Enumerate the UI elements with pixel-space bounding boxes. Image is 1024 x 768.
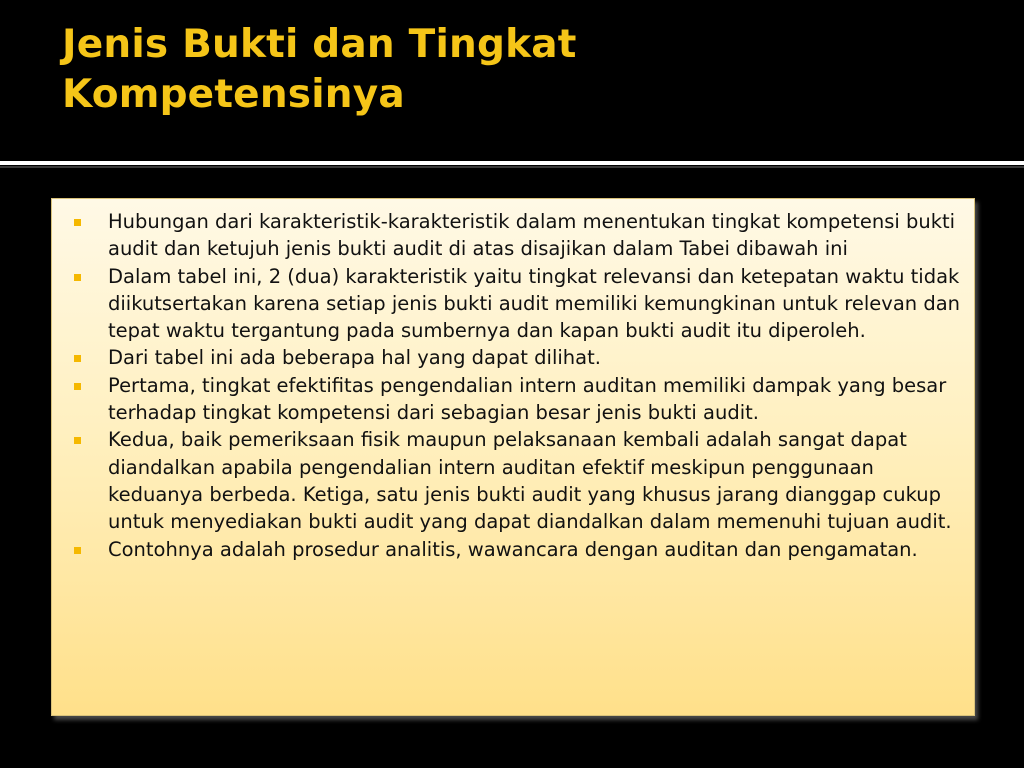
bullet-item-1	[74, 208, 966, 263]
bullet-square-icon	[74, 383, 81, 390]
bullet-text-4: Pertama, tingkat efektifitas pengendalian intern auditan memiliki dampak yang besar terhadap tingkat kompetensi dari sebagian besar jenis bukti audit.	[108, 373, 947, 425]
bullet-item-3	[74, 344, 966, 371]
bullet-item-2	[74, 263, 966, 345]
bullet-text-6: Contohnya adalah prosedur analitis, wawancara dengan auditan dan pengamatan.	[108, 537, 918, 561]
bullet-text-2: Dalam tabel ini, 2 (dua) karakteristik yaitu tingkat relevansi dan ketepatan waktu tidak diikutsertakan karena setiap jenis bukti audit memiliki kemungkinan untuk relevan dan tepat waktu tergantung pada sumbernya dan kapan bukti audit itu diperoleh.	[108, 264, 961, 343]
bullet-text-1: Hubungan dari karakteristik-karakteristik dalam menentukan tingkat kompetensi bukti audit dan ketujuh jenis bukti audit di atas disajikan dalam Tabei dibawah ini	[108, 210, 956, 261]
bullet-square-icon	[74, 355, 81, 362]
slide-title	[62, 20, 982, 120]
bullet-square-icon	[74, 437, 81, 444]
bullet-item-4	[74, 372, 966, 427]
bullet-item-6	[74, 536, 966, 563]
slide-title-line-2: Kompetensinya	[62, 72, 405, 117]
bullet-square-icon	[74, 547, 81, 554]
bullet-square-icon	[74, 219, 81, 226]
title-band	[0, 0, 1024, 160]
title-divider-shadow	[0, 166, 1024, 168]
title-divider	[0, 161, 1024, 165]
slide-title-line-1: Jenis Bukti dan Tingkat	[62, 22, 577, 67]
bullet-text-5: Kedua, baik pemeriksaan fisik maupun pelaksanaan kembali adalah sangat dapat diandalkan apabila pengendalian intern auditan efektif meskipun penggunaan keduanya berbeda. Ketiga, satu jenis bukti audit yang khusus jarang dianggap cukup untuk menyediakan bukti audit yang dapat diandalkan dalam memenuhi tujuan audit.	[108, 428, 952, 534]
bullet-item-5	[74, 426, 966, 535]
content-box	[51, 198, 975, 716]
bullet-text-3: Dari tabel ini ada beberapa hal yang dapat dilihat.	[108, 346, 601, 370]
bullet-square-icon	[74, 274, 81, 281]
bullet-list	[74, 208, 966, 563]
